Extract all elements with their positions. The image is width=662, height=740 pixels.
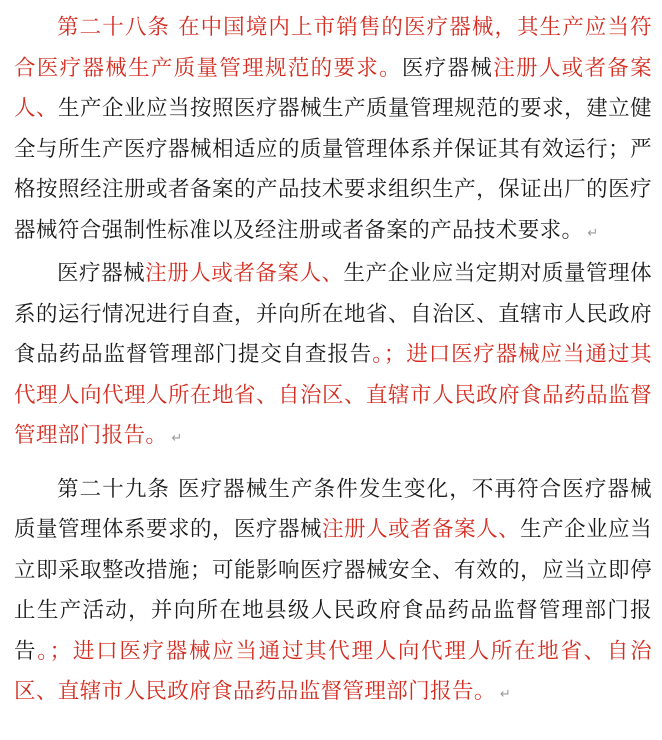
text-segment: 生产企业应当按照医疗器械生产质量管理规范的要求，建立健全与所生产医疗器械相适应的质量管理体系并保证其有效运行；严格按照经注册或者备案的产品技术要求组织生产，保证出厂的医疗器械符合强制性标准以及经注册或者备案的产品技术要求。 bbox=[14, 96, 652, 243]
text-segment: 。；进口医疗器械应当通过其代理人向代理人所在地省、自治区、直辖市人民政府食品药品监督管理部门报告。 bbox=[14, 638, 652, 704]
paragraph-mark-icon: ↵ bbox=[499, 687, 511, 702]
text-segment: 医疗器械 bbox=[401, 55, 494, 81]
paragraph-article-28 bbox=[14, 8, 652, 254]
paragraph-article-28-clause-2 bbox=[14, 254, 652, 460]
text-segment: 注册人或者备案人、 bbox=[14, 55, 652, 121]
text-segment: 医疗器械 bbox=[57, 261, 146, 286]
text-segment: 。；进口医疗器械应当通过其代理人向代理人所在地省、自治区、直辖市人民政府食品药品监督管理部门报告。 bbox=[14, 342, 653, 448]
paragraph-spacer bbox=[14, 460, 652, 470]
text-segment: 生产企业应当定期对质量管理体系的运行情况进行自查，并向所在地省、自治区、直辖市人民政府食品药品监督管理部门提交自查报告 bbox=[14, 261, 652, 367]
paragraph-mark-icon: ↵ bbox=[171, 431, 183, 446]
text-segment: 生产企业应当立即采取整改措施；可能影响医疗器械安全、有效的，应当立即停止生产活动，并向所在地县级人民政府食品药品监督管理部门报告 bbox=[14, 517, 652, 664]
text-segment: 第二十九条 医疗器械生产条件发生变化，不再符合医疗器械质量管理体系要求的，医疗器械 bbox=[14, 476, 652, 542]
text-segment: 注册人或者备案人、 bbox=[145, 261, 344, 286]
paragraph-mark-icon: ↵ bbox=[587, 225, 599, 241]
text-segment: 第二十八条 在中国境内上市销售的医疗器械，其生产应当符合医疗器械生产质量管理规范的要求。 bbox=[14, 15, 652, 81]
paragraph-article-29 bbox=[14, 470, 652, 716]
text-segment: 注册人或者备案人、 bbox=[322, 517, 521, 542]
